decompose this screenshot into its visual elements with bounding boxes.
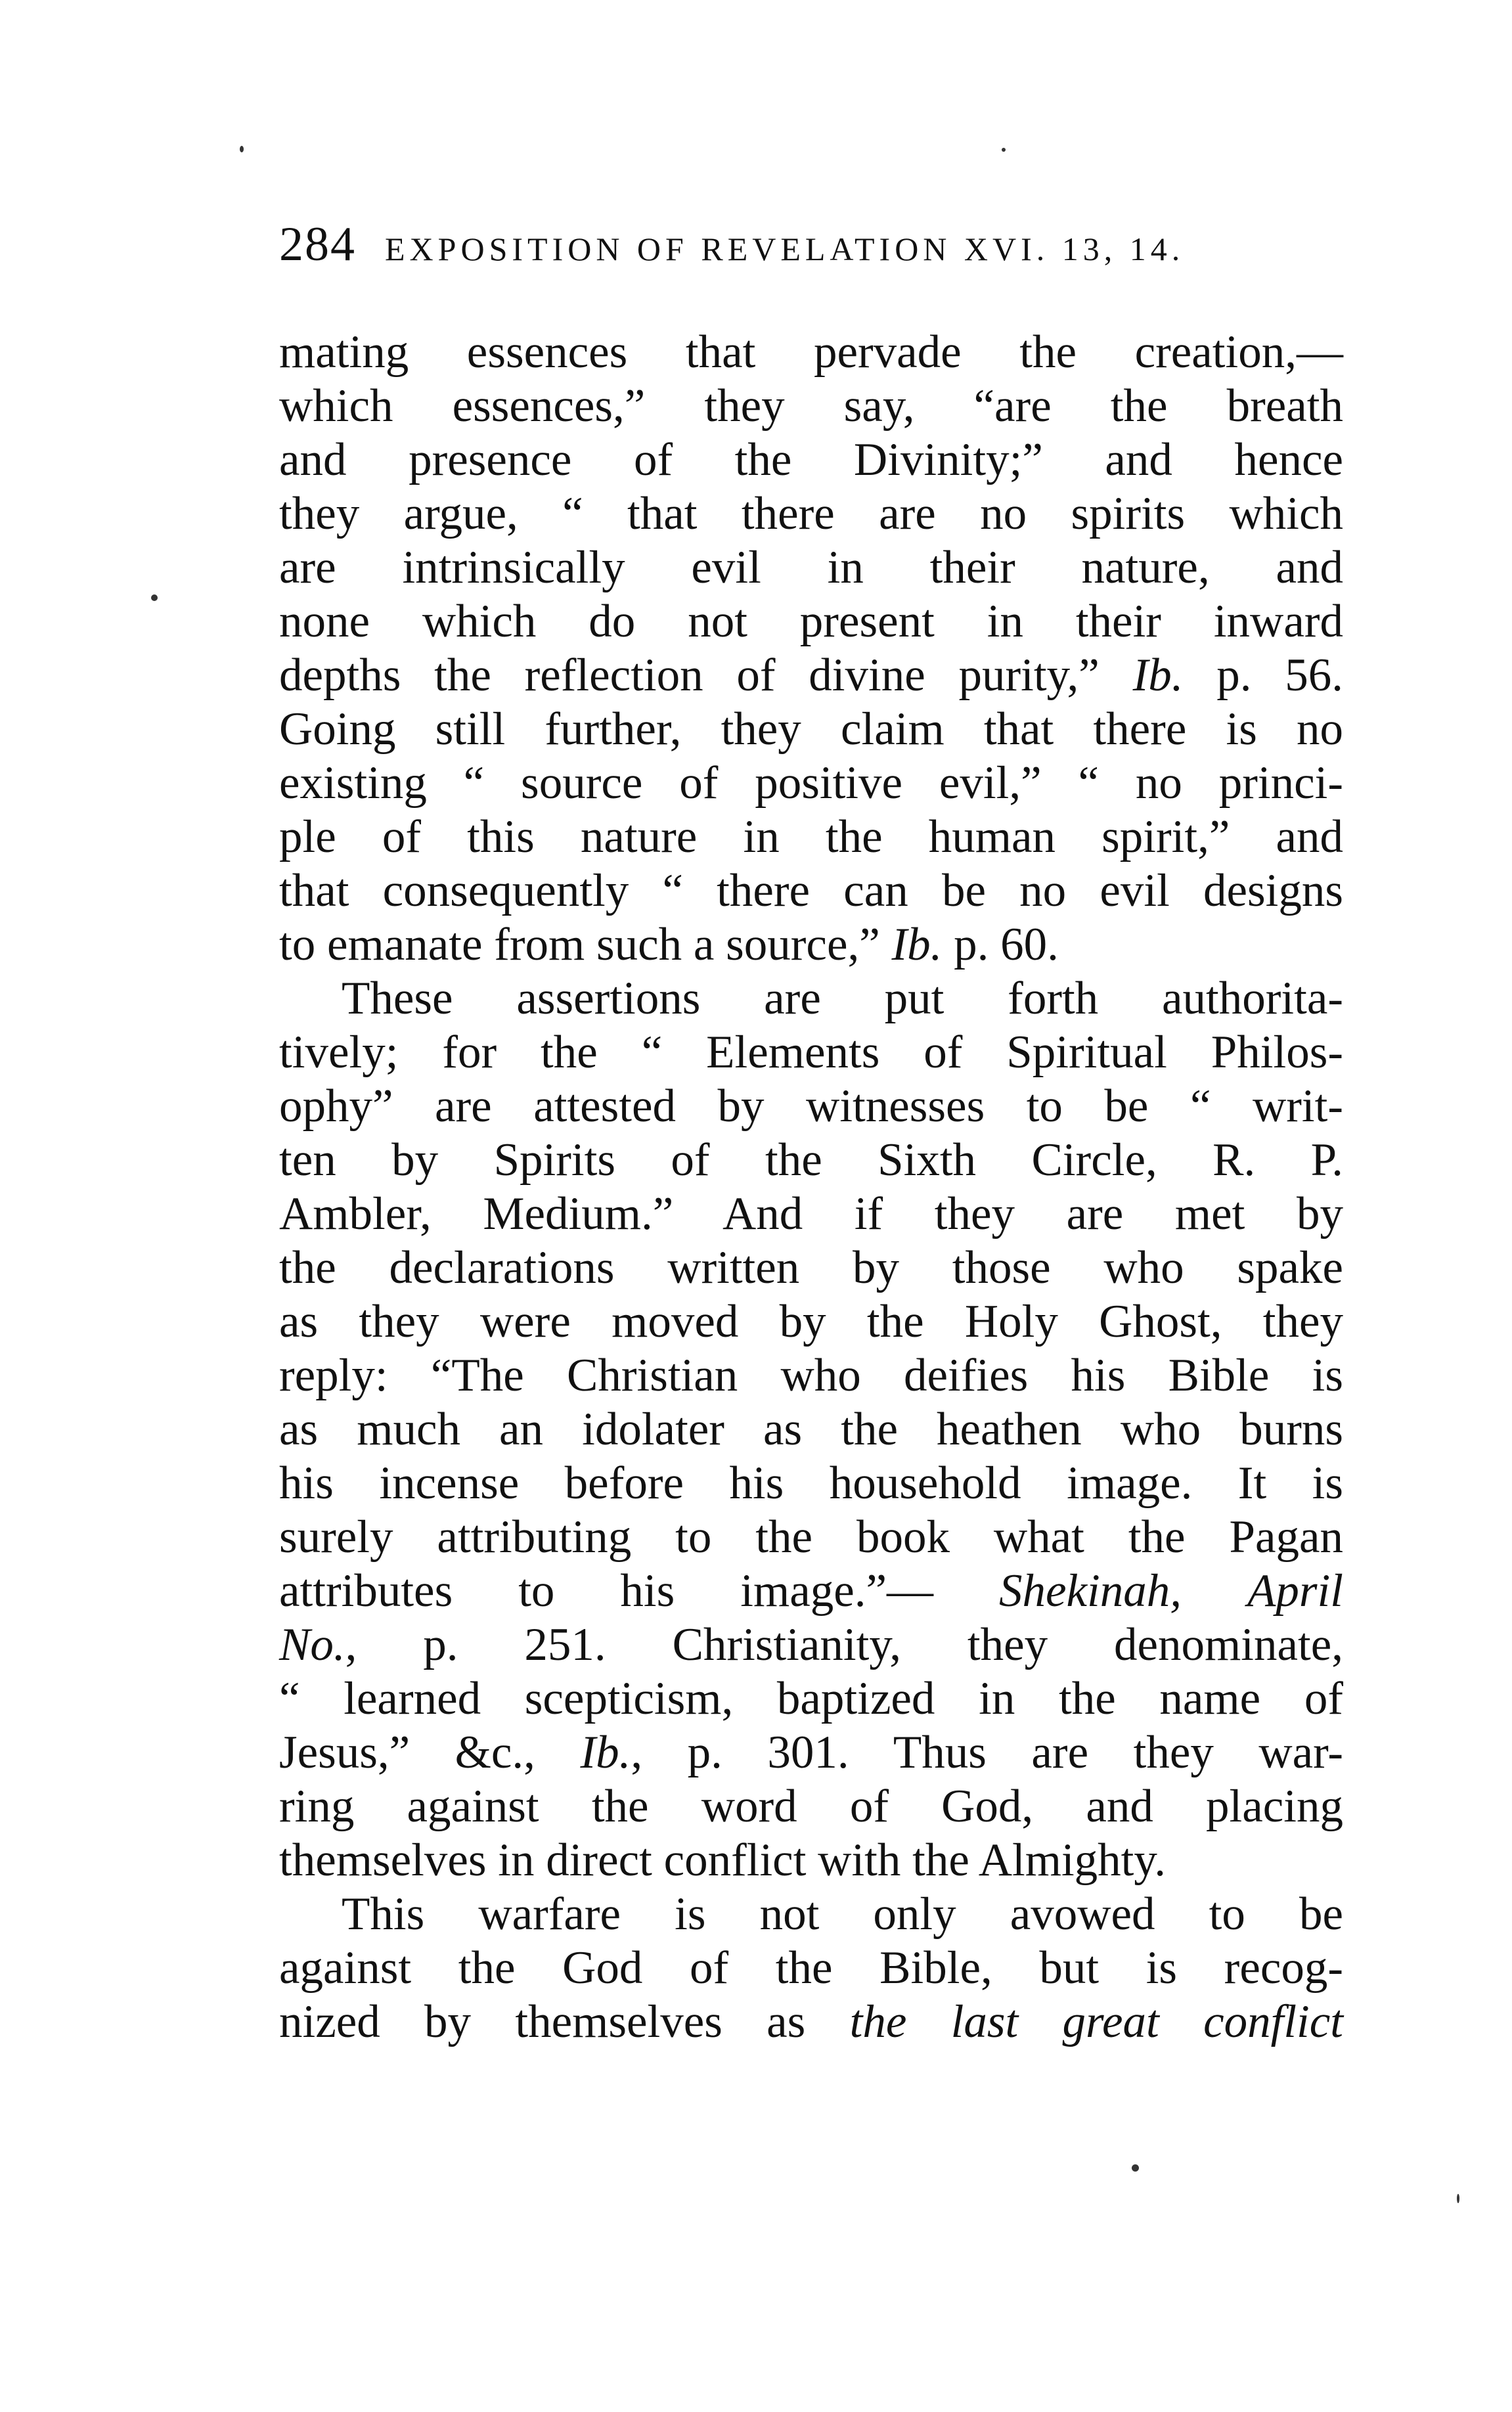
paragraph-start-line: This warfare is not only avowed to be (342, 1888, 1343, 1940)
ibid-reference: Ib. (580, 1727, 631, 1778)
page-number: 284 (279, 217, 356, 271)
text-line: they argue, “ that there are no spirits which (279, 488, 1343, 539)
emphasis-phrase: the last great conflict (849, 1996, 1344, 2047)
shekinah-reference: Shekinah, (999, 1565, 1182, 1617)
text-line: none which do not present in their inward (279, 596, 1343, 647)
text-line: his incense before his household image. It is (279, 1458, 1343, 1509)
april-reference: April (1247, 1565, 1343, 1617)
running-head-title: EXPOSITION OF REVELATION XVI. 13, 14. (385, 231, 1185, 267)
text-line: and presence of the Divinity;” and hence (279, 434, 1343, 485)
text-line: against the God of the Bible, but is recog- (279, 1942, 1343, 1994)
text-line: ophy” are attested by witnesses to be “ writ- (279, 1081, 1343, 1132)
text-line: as much an idolater as the heathen who burns (279, 1404, 1343, 1455)
scan-speck (1002, 148, 1006, 152)
text-line: nized by themselves as the last great conflict (279, 1996, 1344, 2047)
body-text (279, 325, 1343, 2049)
scan-speck (240, 146, 244, 152)
text-line: Jesus,” &c., Ib., p. 301. Thus are they war- (279, 1727, 1344, 1778)
text-line: mating essences that pervade the creation,— (279, 326, 1343, 378)
scan-speck (1132, 2164, 1139, 2172)
text-line: ple of this nature in the human spirit,” and (279, 811, 1343, 862)
text-line: “ learned scepticism, baptized in the name of (279, 1673, 1343, 1724)
text-line: ring against the word of God, and placing (279, 1781, 1343, 1832)
ibid-reference: Ib. (1132, 650, 1184, 701)
text-line: are intrinsically evil in their nature, and (279, 542, 1343, 593)
text-line: to emanate from such a source,” Ib. p. 60. (279, 919, 1059, 970)
text-line: surely attributing to the book what the Pagan (279, 1511, 1343, 1563)
scan-speck (151, 594, 158, 601)
text-line: ten by Spirits of the Sixth Circle, R. P. (279, 1134, 1343, 1186)
text-line: the declarations written by those who spake (279, 1242, 1343, 1293)
text-line: themselves in direct conflict with the Almighty. (279, 1835, 1167, 1886)
text-line: as they were moved by the Holy Ghost, they (279, 1296, 1343, 1347)
text-line: Ambler, Medium.” And if they are met by (279, 1188, 1343, 1240)
text-line: Going still further, they claim that there is no (279, 704, 1343, 755)
text-line: reply: “The Christian who deifies his Bible is (279, 1350, 1343, 1401)
scan-speck (1457, 2194, 1459, 2203)
text-line: that consequently “ there can be no evil designs (279, 865, 1343, 916)
running-header (279, 217, 1330, 296)
text-line: depths the reflection of divine purity,” Ib. p. 56. (279, 650, 1343, 701)
text-line: attributes to his image.”— Shekinah, April (279, 1565, 1343, 1617)
text-line: No., p. 251. Christianity, they denominate, (279, 1619, 1343, 1670)
text-line: tively; for the “ Elements of Spiritual Philos- (279, 1027, 1343, 1078)
ibid-reference: Ib. (891, 919, 943, 970)
text-line: which essences,” they say, “are the breath (279, 380, 1343, 432)
paragraph-start-line: These assertions are put forth authorita- (342, 973, 1343, 1024)
text-line: existing “ source of positive evil,” “ no princi- (279, 757, 1343, 809)
